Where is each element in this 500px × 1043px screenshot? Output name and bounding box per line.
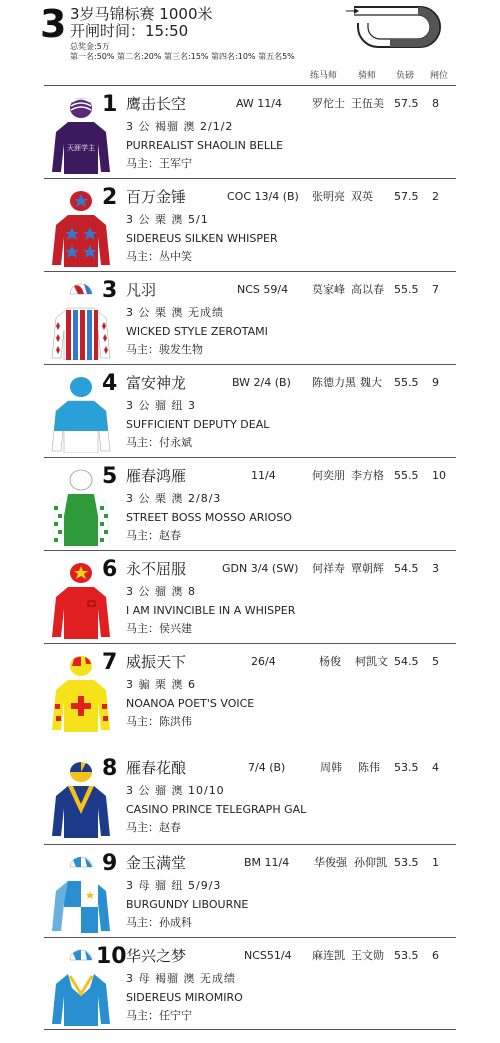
race-header xyxy=(0,0,500,85)
total-prize: 总奖金:5万 xyxy=(70,42,110,51)
runner-row xyxy=(44,85,456,177)
pedigree: CASINO PRINCE TELEGRAPH GAL xyxy=(126,803,307,816)
race-number: 3 xyxy=(40,2,67,46)
owner: 马主：陈洪伟 xyxy=(126,715,192,728)
horse-info: 3 公 骝 澳 10/10 xyxy=(126,784,225,797)
draw: 1 xyxy=(432,856,439,869)
runner-number: 4 xyxy=(102,371,118,396)
horse-name: 金玉满堂 xyxy=(126,854,187,872)
runner-number: 5 xyxy=(102,464,118,489)
runner-number: 6 xyxy=(102,557,118,582)
weight: 55.5 xyxy=(394,376,419,389)
trainer: 杨俊 xyxy=(319,655,341,668)
column-trainer: 练马师 xyxy=(310,71,338,81)
trainer: 张明亮 xyxy=(312,190,345,203)
jockey: 陈伟 xyxy=(358,761,380,774)
trainer: 华俊强 xyxy=(314,856,347,869)
runner-number: 2 xyxy=(102,185,118,210)
pedigree: WICKED STYLE ZEROTAMI xyxy=(126,325,268,338)
weight: 53.5 xyxy=(394,856,419,869)
horse-info: 3 骟 栗 澳 6 xyxy=(126,678,196,691)
runner-row xyxy=(44,937,456,1030)
runner-number: 8 xyxy=(102,756,118,781)
draw: 6 xyxy=(432,949,439,962)
weight: 57.5 xyxy=(394,97,419,110)
post-time: 开闸时间：15:50 xyxy=(70,22,189,40)
horse-info: 3 公 栗 澳 无成绩 xyxy=(126,306,224,319)
jockey: 覃朝辉 xyxy=(351,562,384,575)
jockey: 孙仰凯 xyxy=(354,856,387,869)
runner-row xyxy=(44,844,456,936)
runner-number: 3 xyxy=(102,278,118,303)
horse-info: 3 公 骝 澳 8 xyxy=(126,585,196,598)
column-draw: 闸位 xyxy=(430,71,449,81)
runner-number: 10 xyxy=(96,944,127,969)
gear-rating: NCS 59/4 xyxy=(237,283,289,296)
owner: 马主：侯兴建 xyxy=(126,622,192,635)
pedigree: BURGUNDY LIBOURNE xyxy=(126,898,249,911)
gear-rating: NCS51/4 xyxy=(244,949,292,962)
pedigree: NOANOA POET'S VOICE xyxy=(126,697,255,710)
horse-name: 威振天下 xyxy=(126,653,187,671)
horse-name: 富安神龙 xyxy=(126,374,187,392)
gear-rating: 7/4 (B) xyxy=(248,761,286,774)
draw: 8 xyxy=(432,97,439,110)
runner-number: 7 xyxy=(102,650,118,675)
trainer: 周韩 xyxy=(320,761,342,774)
pedigree: STREET BOSS MOSSO ARIOSO xyxy=(126,511,292,524)
horse-name: 雁春鸿雁 xyxy=(126,467,187,485)
jockey: 柯凯文 xyxy=(355,655,388,668)
jockey: 李方格 xyxy=(351,469,384,482)
runner-row xyxy=(44,271,456,363)
prize-split: 第一名:50% 第二名:20% 第三名:15% 第四名:10% 第五名5% xyxy=(70,52,295,61)
runner-row xyxy=(44,643,456,735)
horse-name: 鹰击长空 xyxy=(126,95,187,113)
horse-info: 3 母 骝 纽 5/9/3 xyxy=(126,879,222,892)
horse-info: 3 公 栗 澳 2/8/3 xyxy=(126,492,222,505)
gear-rating: GDN 3/4 (SW) xyxy=(222,562,299,575)
trainer: 何祥寿 xyxy=(312,562,345,575)
owner: 马主：骏发生物 xyxy=(126,343,203,356)
jockey: 双英 xyxy=(351,190,373,203)
horse-info: 3 公 栗 澳 5/1 xyxy=(126,213,209,226)
gear-rating: AW 11/4 xyxy=(236,97,282,110)
pedigree: SIDEREUS MIROMIRO xyxy=(126,991,243,1004)
trainer: 罗佗士 xyxy=(312,97,345,110)
draw: 3 xyxy=(432,562,439,575)
jockey: 王伍美 xyxy=(351,97,384,110)
horse-info: 3 公 褐骝 澳 2/1/2 xyxy=(126,120,234,133)
runner-number: 9 xyxy=(102,851,118,876)
gear-rating: 26/4 xyxy=(251,655,276,668)
trainer: 何奕朋 xyxy=(312,469,345,482)
column-weight: 负磅 xyxy=(396,71,415,81)
owner: 马主：任宁宁 xyxy=(126,1009,192,1022)
track-diagram-icon xyxy=(340,3,458,55)
trainer: 麻连凯 xyxy=(312,949,345,962)
runner-row xyxy=(44,550,456,642)
weight: 54.5 xyxy=(394,562,419,575)
trainer: 莫家峰 xyxy=(312,283,345,296)
pedigree: SIDEREUS SILKEN WHISPER xyxy=(126,232,278,245)
pedigree: SUFFICIENT DEPUTY DEAL xyxy=(126,418,270,431)
weight: 57.5 xyxy=(394,190,419,203)
jockey: 高以春 xyxy=(351,283,384,296)
owner: 马主：赵春 xyxy=(126,529,181,542)
column-jockey: 骑师 xyxy=(358,71,377,81)
pedigree: PURREALIST SHAOLIN BELLE xyxy=(126,139,284,152)
runner-row xyxy=(44,178,456,270)
trainer: 陈德力黑 xyxy=(312,376,356,389)
pedigree: I AM INVINCIBLE IN A WHISPER xyxy=(126,604,296,617)
runner-row xyxy=(44,364,456,456)
weight: 53.5 xyxy=(394,761,419,774)
jockey: 魏大 xyxy=(360,376,382,389)
draw: 5 xyxy=(432,655,439,668)
draw: 2 xyxy=(432,190,439,203)
runner-row xyxy=(44,750,456,842)
svg-text:天涯学主: 天涯学主 xyxy=(67,144,95,152)
horse-info: 3 公 骝 纽 3 xyxy=(126,399,196,412)
horse-name: 百万金锤 xyxy=(126,188,187,206)
horse-name: 华兴之梦 xyxy=(126,947,187,965)
race-title: 3岁马锦标赛 1000米 xyxy=(70,5,213,23)
owner: 马主：赵春 xyxy=(126,821,181,834)
owner: 马主：付永斌 xyxy=(126,436,192,449)
horse-info: 3 母 褐骝 澳 无成绩 xyxy=(126,972,236,985)
draw: 4 xyxy=(432,761,439,774)
owner: 马主：孙成科 xyxy=(126,916,192,929)
jockey: 王文勋 xyxy=(351,949,384,962)
runner-row xyxy=(44,457,456,549)
horse-name: 永不屈服 xyxy=(126,560,187,578)
horse-name: 雁春花酿 xyxy=(126,759,187,777)
owner: 马主：丛中笑 xyxy=(126,250,192,263)
draw: 7 xyxy=(432,283,439,296)
draw: 9 xyxy=(432,376,439,389)
weight: 55.5 xyxy=(394,469,419,482)
gear-rating: COC 13/4 (B) xyxy=(227,190,299,203)
gear-rating: BM 11/4 xyxy=(244,856,290,869)
gear-rating: 11/4 xyxy=(251,469,276,482)
draw: 10 xyxy=(432,469,446,482)
weight: 55.5 xyxy=(394,283,419,296)
runner-number: 1 xyxy=(102,92,118,117)
gear-rating: BW 2/4 (B) xyxy=(232,376,291,389)
horse-name: 凡羽 xyxy=(126,281,157,299)
owner: 马主：王军宁 xyxy=(126,157,192,170)
weight: 54.5 xyxy=(394,655,419,668)
weight: 53.5 xyxy=(394,949,419,962)
